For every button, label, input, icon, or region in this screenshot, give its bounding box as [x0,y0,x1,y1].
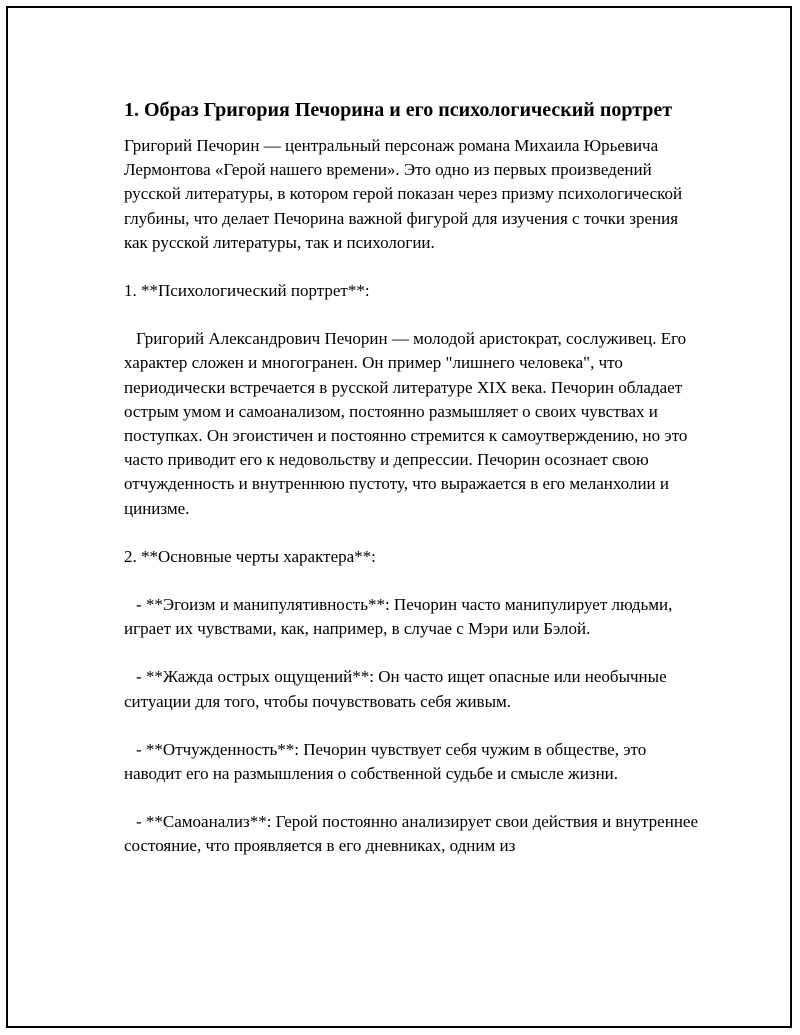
trait-item-self-analysis: - **Самоанализ**: Герой постоянно анализирует свои действия и внутреннее состояние, что проявляется в его дневниках, одним из [124,812,699,856]
trait-item-egoism: - **Эгоизм и манипулятивность**: Печорин часто манипулирует людьми, играет их чувствами, как, например, в случае с Мэри или Бэлой. [124,595,673,639]
document-body [124,96,704,883]
trait-item-thrill: - **Жажда острых ощущений**: Он часто ищет опасные или необычные ситуации для того, чтобы почувствовать себя живым. [124,667,667,711]
portrait-paragraph: Григорий Александрович Печорин — молодой аристократ, сослуживец. Его характер сложен и многогранен. Он пример "лишнего человека", что периодически встречается в русской литературе XIX века. Печорин обладает острым умом и самоанализом, постоянно размышляет о своих чувствах и поступках. Он эгоистичен и постоянно стремится к самоутверждению, но это часто приводит его к недовольству и депрессии. Печорин осознает свою отчужденность и внутреннюю пустоту, что выражается в его меланхолии и цинизме. [124,329,688,518]
intro-paragraph: Григорий Печорин — центральный персонаж романа Михаила Юрьевича Лермонтова «Герой нашего времени». Это одно из первых произведений русской литературы, в котором герой показан через призму психологической глубины, что делает Печорина важной фигурой для изучения с точки зрения как русской литературы, так и психологии. [124,136,683,252]
trait-item-alienation: - **Отчужденность**: Печорин чувствует себя чужим в обществе, это наводит его на размышления о собственной судьбе и смысле жизни. [124,739,647,784]
subsection-heading-portrait: 1. **Психологический портрет**: [124,281,370,301]
section-heading: 1. Образ Григория Печорина и его психологический портрет [124,99,673,121]
page-frame [6,6,792,1028]
subsection-heading-traits: 2. **Основные черты характера**: [124,546,376,566]
